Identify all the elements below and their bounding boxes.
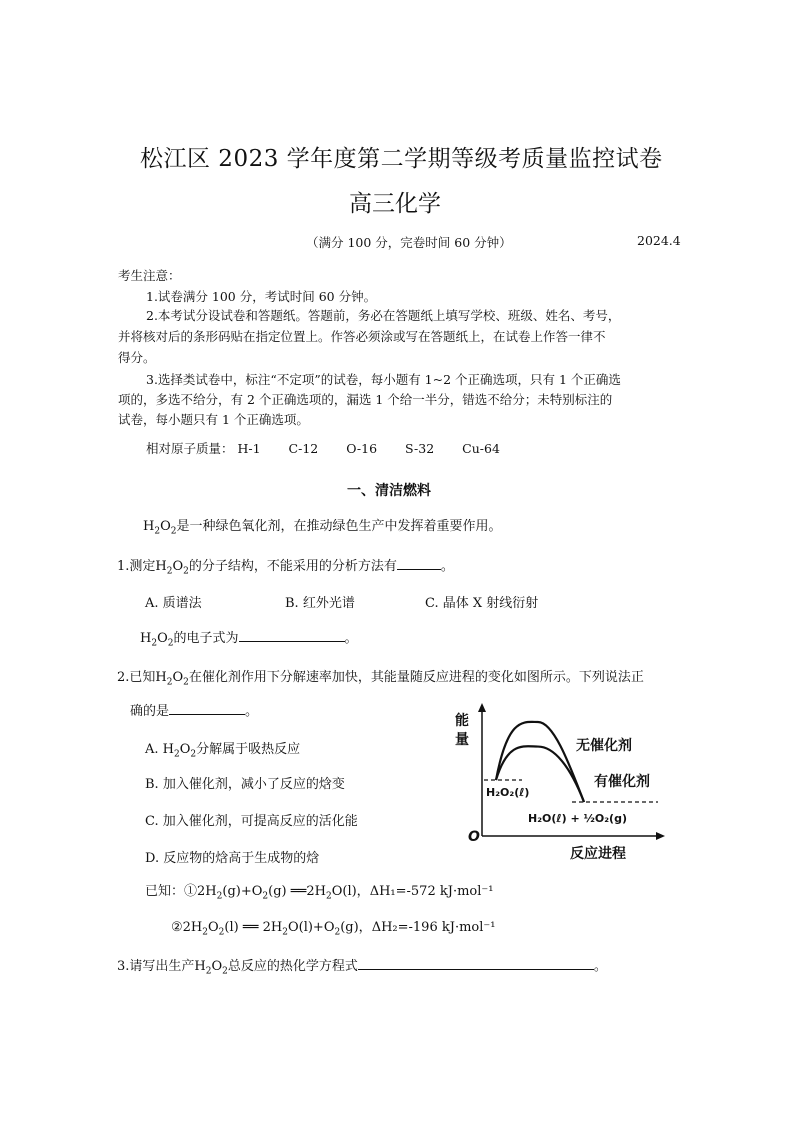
q2-line-2-text: 确的是 bbox=[130, 704, 170, 719]
question-3: 3.请写出生产$H_2O_2$总反应的热化学方程式 。 bbox=[117, 955, 607, 977]
question-1: 1.测定$H_2O_2$的分子结构，不能采用的分析方法有 。 bbox=[117, 555, 454, 577]
atomic-mass-c: C-12 bbox=[288, 441, 319, 456]
q2-text: 在催化剂作用下分解速率加快，其能量随反应进程的变化如图所示。下列说法正 bbox=[188, 670, 644, 685]
q3-prefix: 3.请写出生产 bbox=[117, 959, 195, 974]
q1-option-c: C. 晶体 X 射线衍射 bbox=[425, 596, 539, 611]
q1-option-b: B. 红外光谱 bbox=[285, 596, 355, 611]
series-label-catalyzed: 有催化剂 bbox=[594, 774, 650, 790]
known-equation-1: 已知：$①2H_2(g)+O_2(g)$ $══2H_2O(l)$，ΔH₁=-572 kJ·mol⁻¹ bbox=[145, 884, 494, 902]
atomic-masses bbox=[146, 439, 500, 457]
q2-option-a-text: 分解属于吸热反应 bbox=[196, 742, 301, 757]
q1-electron-end: 。 bbox=[344, 631, 358, 646]
known-label: 已知： bbox=[145, 884, 185, 899]
origin-label: O bbox=[468, 829, 480, 845]
y-axis-label-1: 能 bbox=[455, 713, 469, 729]
q1-option-a: A. 质谱法 bbox=[145, 596, 202, 611]
atomic-mass-h: H-1 bbox=[237, 441, 261, 456]
atomic-mass-cu: Cu-64 bbox=[462, 441, 500, 456]
reactant-label: H₂O₂(ℓ) bbox=[486, 786, 530, 799]
atomic-mass-label: 相对原子质量： bbox=[146, 441, 234, 456]
question-2: 2.已知$H_2O_2$在催化剂作用下分解速率加快，其能量随反应进程的变化如图所示。下列说法正 bbox=[117, 670, 644, 688]
atomic-mass-o: O-16 bbox=[346, 441, 378, 456]
x-axis-label: 反应进程 bbox=[570, 846, 626, 862]
q1-electron-blank[interactable] bbox=[239, 627, 345, 642]
q2-option-d: D. 反应物的焓高于生成物的焓 bbox=[145, 851, 320, 866]
known-equation-2: $②2H_2O_2(l)$ ══ $2H_2O(l)+O_2(g)$，ΔH₂=-196 kJ·mol⁻¹ bbox=[171, 920, 496, 938]
product-label: H₂O(ℓ) + ½O₂(g) bbox=[528, 812, 627, 825]
notice-heading: 考生注意： bbox=[118, 268, 181, 283]
section-intro-text: 是一种绿色氧化剂，在推动绿色生产中发挥着重要作用。 bbox=[176, 519, 502, 534]
atomic-mass-s: S-32 bbox=[405, 441, 435, 456]
series-label-uncatalyzed: 无催化剂 bbox=[576, 738, 632, 754]
q2-option-a: A. $H_2O_2$分解属于吸热反应 bbox=[145, 742, 301, 760]
q3-text: 总反应的热化学方程式 bbox=[227, 959, 358, 974]
notice-item-3-line-3: 试卷，每小题只有 1 个正确选项。 bbox=[118, 412, 309, 427]
notice-item-2-line-3: 得分。 bbox=[118, 350, 156, 365]
section-title: 一、清洁燃料 bbox=[347, 483, 431, 499]
subject-title: 高三化学 bbox=[349, 191, 441, 217]
y-axis-arrow bbox=[478, 703, 486, 712]
q1-answer-blank[interactable] bbox=[397, 555, 441, 570]
question-2-line-2 bbox=[130, 700, 258, 719]
x-axis-arrow bbox=[656, 832, 665, 840]
notice-item-2-line-1: 2.本考试分设试卷和答题纸。答题前，务必在答题纸上填写学校、班级、姓名、考号， bbox=[146, 308, 621, 323]
q3-answer-blank[interactable] bbox=[358, 955, 594, 970]
q1-electron-formula: $H_2O_2$的电子式为 。 bbox=[140, 627, 358, 649]
eq2-enthalpy: ΔH₂=-196 kJ·mol⁻¹ bbox=[371, 920, 496, 935]
q2-end: 。 bbox=[245, 704, 259, 719]
energy-diagram bbox=[446, 700, 668, 862]
q1-text: 的分子结构，不能采用的分析方法有 bbox=[188, 559, 397, 574]
section-intro: $H_2O_2$是一种绿色氧化剂，在推动绿色生产中发挥着重要作用。 bbox=[143, 519, 502, 537]
eq1-enthalpy: ΔH₁=-572 kJ·mol⁻¹ bbox=[369, 884, 494, 899]
notice-item-1: 1.试卷满分 100 分，考试时间 60 分钟。 bbox=[146, 289, 377, 304]
q2-prefix: 2.已知 bbox=[117, 670, 156, 685]
exam-info: （满分 100 分，完卷时间 60 分钟） bbox=[306, 235, 512, 250]
q2-option-b: B. 加入催化剂，减小了反应的焓变 bbox=[145, 777, 345, 792]
q2-option-c: C. 加入催化剂，可提高反应的活化能 bbox=[145, 814, 358, 829]
eq2-number: ② bbox=[171, 920, 183, 935]
q1-electron-text: 的电子式为 bbox=[173, 631, 239, 646]
q1-prefix: 1.测定 bbox=[117, 559, 156, 574]
q2-option-a-label: A. bbox=[145, 742, 159, 757]
notice-item-3-line-2: 项的，多选不给分，有 2 个正确选项的，漏选 1 个给一半分，错选不给分；未特别标注的 bbox=[118, 392, 613, 407]
y-axis-label-2: 量 bbox=[455, 732, 469, 748]
exam-date: 2024.4 bbox=[637, 233, 681, 248]
q3-end: 。 bbox=[593, 959, 607, 974]
notice-item-3-line-1: 3.选择类试卷中，标注“不定项”的试卷，每小题有 1~2 个正确选项，只有 1 个正确选 bbox=[146, 372, 621, 387]
q2-answer-blank[interactable] bbox=[169, 700, 245, 715]
q1-end: 。 bbox=[440, 559, 454, 574]
notice-item-2-line-2: 并将核对后的条形码贴在指定位置上。作答必须涂或写在答题纸上，在试卷上作答一律不 bbox=[118, 329, 606, 344]
eq1-number: ① bbox=[184, 884, 198, 899]
exam-title: 松江区 2023 学年度第二学期等级考质量监控试卷 bbox=[140, 146, 663, 172]
